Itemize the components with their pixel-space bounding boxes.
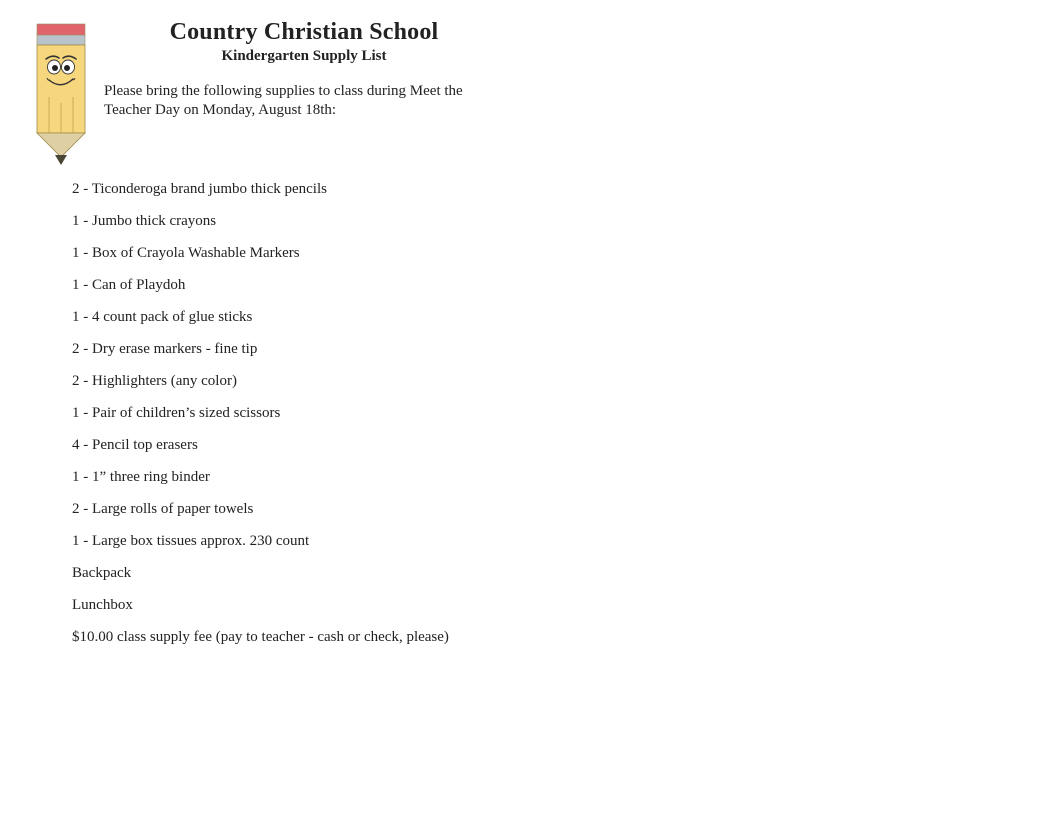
supply-list [72,179,449,659]
supply-list-title: Kindergarten Supply List [221,48,387,64]
list-item: 1 - Pair of children’s sized scissors [72,405,281,421]
list-item: 1 - Jumbo thick crayons [72,213,217,229]
list-item: 2 - Ticonderoga brand jumbo thick pencils [72,181,327,197]
list-item: 1 - Can of Playdoh [72,277,186,293]
intro-text: Please bring the following supplies to class during Meet the Teacher Day on Monday, August 18th: [104,83,463,118]
list-item: 1 - Large box tissues approx. 230 count [72,533,310,549]
list-item: $10.00 class supply fee (pay to teacher - cash or check, please) [72,629,449,645]
list-item: 1 - 4 count pack of glue sticks [72,309,253,325]
list-item: 1 - 1” three ring binder [72,469,210,485]
list-item: 2 - Highlighters (any color) [72,373,237,389]
list-item: 4 - Pencil top erasers [72,437,198,453]
list-item: Lunchbox [72,597,133,613]
list-item: 2 - Large rolls of paper towels [72,501,254,517]
list-item: Backpack [72,565,132,581]
list-item: 2 - Dry erase markers - fine tip [72,341,258,357]
list-item: 1 - Box of Crayola Washable Markers [72,245,300,261]
school-name: Country Christian School [169,19,439,45]
cartoon-pencil-icon [36,23,88,167]
